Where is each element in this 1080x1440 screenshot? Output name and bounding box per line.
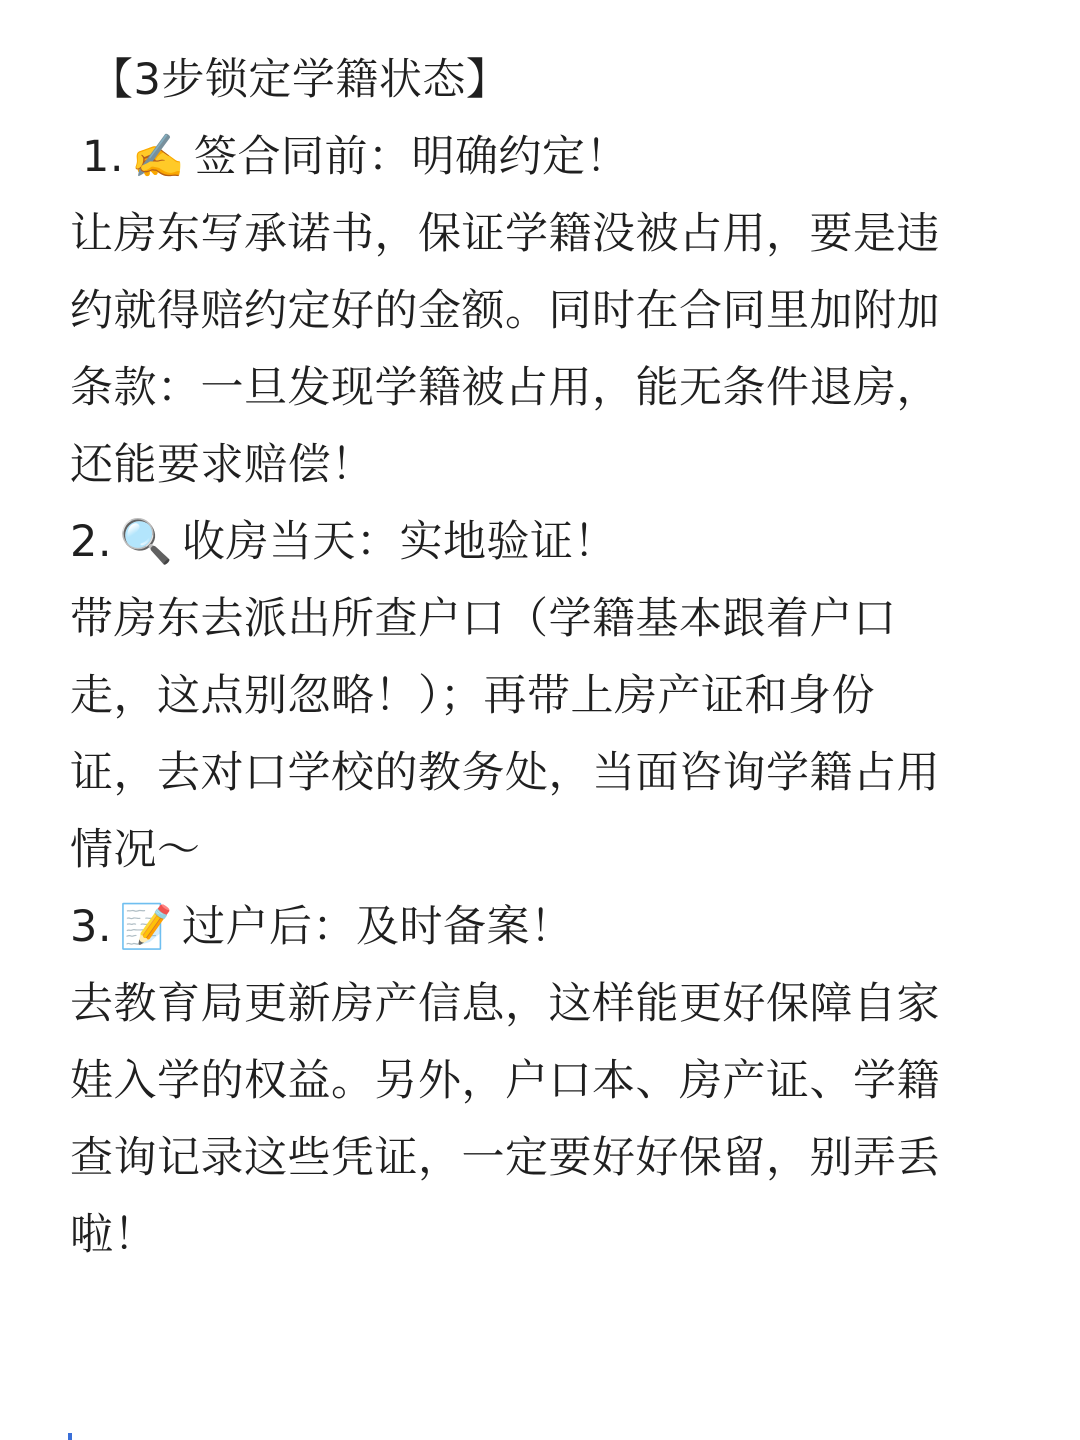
step-1-number: 1. [82,132,125,182]
step-2-heading [70,504,1000,581]
step-3-line-3: 查询记录这些凭证，一定要好好保留，别弄丢 [70,1133,940,1183]
step-2-line-2: 走，这点别忽略！）；再带上房产证和身份 [70,671,875,721]
step-2-number: 2. [70,517,113,567]
step-3-title: 过户后：及时备案！ [182,902,574,952]
writing-hand-icon: ✍️ [131,132,186,182]
scroll-indicator [68,1433,72,1440]
step-3-line-4: 啦！ [70,1210,157,1260]
memo-pencil-icon: 📝 [119,902,174,952]
step-3-number: 3. [70,902,113,952]
step-1-line-2: 约就得赔约定好的金额。同时在合同里加附加 [70,286,940,336]
magnifying-glass-icon: 🔍 [119,517,174,567]
document-title: 【3步锁定学籍状态】 [90,55,510,105]
step-3-line-2: 娃入学的权益。另外，户口本、房产证、学籍 [70,1056,940,1106]
document-body [70,42,1000,1274]
step-3-line-1: 去教育局更新房产信息，这样能更好保障自家 [70,979,940,1029]
step-1-line-3: 条款：一旦发现学籍被占用，能无条件退房， [70,363,940,413]
step-3-heading [70,889,1000,966]
step-1-line-1: 让房东写承诺书，保证学籍没被占用，要是违 [70,209,940,259]
step-2-line-4: 情况～ [70,825,201,875]
step-1-line-4: 还能要求赔偿！ [70,440,375,490]
step-2-title: 收房当天：实地验证！ [182,517,618,567]
step-2-line-1: 带房东去派出所查户口（学籍基本跟着户口 [70,594,897,644]
step-2-line-3: 证，去对口学校的教务处，当面咨询学籍占用 [70,748,940,798]
step-1-title: 签合同前：明确约定！ [194,132,630,182]
step-1-heading [70,119,1000,196]
